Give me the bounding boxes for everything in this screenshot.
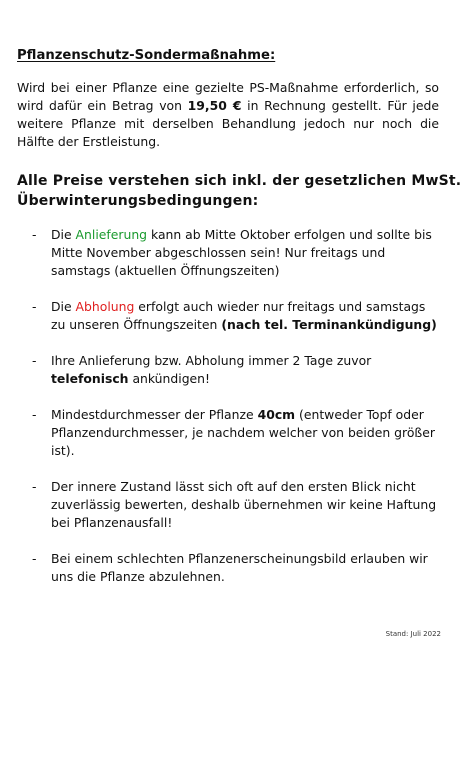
section-heading: Pflanzenschutz-Sondermaßnahme:: [17, 48, 276, 63]
bullet-dash: -: [32, 227, 37, 242]
item-text: ankündigen!: [128, 371, 211, 386]
conditions-list: [17, 226, 441, 604]
item-text: erfolgt auch wieder nur freitags und samstags zu unseren Öffnungszeiten: [51, 299, 426, 332]
item-text: Die: [51, 227, 76, 242]
item-text: Bei einem schlechten Pflanzenerscheinungsbild erlauben wir uns die Pflanze abzulehnen.: [51, 551, 428, 584]
item-text: Die: [51, 299, 76, 314]
item-text: Mindestdurchmesser der Pflanze: [51, 407, 258, 422]
stand-date: Stand: Juli 2022: [385, 630, 441, 638]
list-item: [17, 550, 441, 586]
list-item: [17, 226, 441, 280]
item-bold-text: 40cm: [257, 407, 296, 422]
list-item: [17, 352, 441, 388]
item-bold-text: telefonisch: [51, 371, 129, 386]
abholung-highlight: Abholung: [75, 299, 135, 314]
item-text: Ihre Anlieferung bzw. Abholung immer 2 Tage zuvor: [51, 353, 372, 368]
prices-note: Alle Preise verstehen sich inkl. der gesetzlichen MwSt.: [17, 173, 462, 189]
intro-text-before: Wird bei einer Pflanze eine gezielte PS-Maßnahme erforderlich, so wird dafür ein Betrag von: [17, 80, 439, 113]
bullet-dash: -: [32, 479, 37, 494]
bullet-dash: -: [32, 407, 37, 422]
list-item: [17, 406, 441, 460]
intro-paragraph: [17, 79, 439, 151]
item-text: (entweder Topf oder Pflanzendurchmesser, je nachdem welcher von beiden größer ist).: [51, 407, 435, 458]
item-text: Der innere Zustand lässt sich oft auf den ersten Blick nicht zuverlässig bewerten, deshalb übernehmen wir keine Haftung bei Pflanzenausfall!: [51, 479, 437, 530]
price-value: 19,50 €: [187, 98, 242, 113]
bullet-dash: -: [32, 551, 37, 566]
bullet-dash: -: [32, 299, 37, 314]
list-item: [17, 478, 441, 532]
item-bold-text: (nach tel. Terminankündigung): [221, 317, 437, 332]
bullet-dash: -: [32, 353, 37, 368]
item-text: kann ab Mitte Oktober erfolgen und sollte bis Mitte November abgeschlossen sein! Nur freitags und samstags (aktuellen Öffnungszeiten): [51, 227, 432, 278]
conditions-heading: Überwinterungsbedingungen:: [17, 193, 259, 209]
anlieferung-highlight: Anlieferung: [75, 227, 148, 242]
intro-text-after: in Rechnung gestellt. Für jede weitere Pflanze mit derselben Behandlung jedoch nur noch die Hälfte der Erstleistung.: [17, 98, 439, 149]
list-item: [17, 298, 441, 334]
